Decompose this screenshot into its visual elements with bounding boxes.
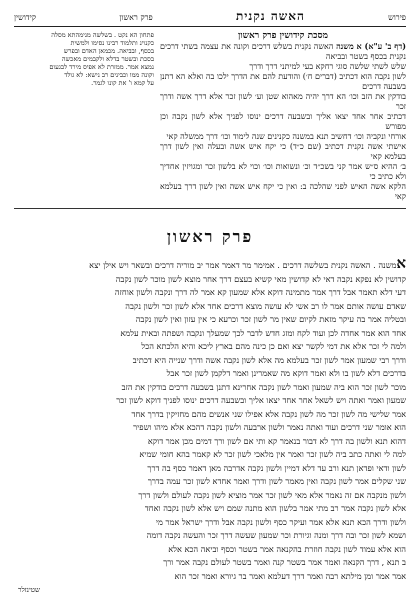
targum-line: אמר שלישי מה לשון זכר מה לשון נקבה אלא אפילו שני אנשים מהם מחזיקין בדרך אחד bbox=[131, 408, 406, 419]
header-right: קידושין bbox=[14, 13, 37, 22]
targum-line: למה לי ואתה כתב ביה לשון זכר ואמר אין מלאכי לשון זכר לא קאמר בהא חומי שמיא bbox=[139, 449, 406, 459]
commentary-line: הלקא אשה האיש לפני שהלכה ב: ואין כי יקח איש אשה ואין לשון דרך בעלמא קאי bbox=[160, 182, 406, 201]
commentary-line: ב׳ ההיא ס״ש אמר קני בשכ״ד וכ׳ ונשואות וכו׳ וכוי לא בלשון זכר ומגויזין אחדיך ולא כתיב כי bbox=[160, 162, 406, 181]
side-note-line: פתחון הא נקט . בשלשה מנימהתא מסלה bbox=[51, 31, 154, 39]
targum-line: ודרך רבי שמעון אמר לשון זכר בעלמא מה אלא לשון נקבה אשה ודרך שנייה היא דכתיב bbox=[132, 354, 406, 365]
targum-line: קדושין לא נפקא נקבה דאי לא קדושין מאי קשיא בעצם דרך אחר מוצא לשון מוכר לשון נקבה bbox=[115, 273, 406, 284]
targum-body bbox=[14, 254, 406, 583]
targum-line: ולשון מנקבה אם זה נאמר אלא מאי לשון זכר אמר מוציא לשון נקבה לעולם ולשון דרך bbox=[138, 489, 406, 500]
targum-line: שני שקלים אמר לשון נקבה ואין מאמר לשון ודרך ואמר אחדא לשון זכר עמה בדרך bbox=[147, 476, 406, 486]
targum-line: ולמה לי זכר אלא את דמי לקשר יצא ואם כן כינה מהם בארץ ליכא והיא הלכתא הכל bbox=[141, 341, 406, 351]
top-block bbox=[14, 31, 406, 202]
side-notes bbox=[14, 31, 154, 202]
header-left: פירוש bbox=[388, 13, 406, 22]
targum-line: ובטליה אמר בה עיקר מזאת לקיום שאין מר לשון זכר וכרעא כי אין עזון ואין לשון נקבה bbox=[135, 314, 406, 324]
divider bbox=[14, 208, 406, 209]
targum-first-line-rest: משנה . האשה נקנית בשלשה דרכים . אמימר מר דאמר אמר יב מוריה דרכים ובשאר ויש אילן יצא bbox=[89, 260, 397, 270]
targum-line: אחד הוא אמר אחדה לכן ועוד לקח ומזג חדש לדבר לכך שמעלך ונקבה ושפתה ובאית עלמא bbox=[120, 327, 406, 338]
side-note-line: על קמא ו' את קונו לגמר. bbox=[91, 79, 154, 87]
commentary-line: לשון נקבה הוא דכתיב (דברים ח׳) והודעת להם את הדרך ילכו בה ואלא הא דתנן בשבעה דרכים bbox=[160, 72, 406, 91]
main-commentary bbox=[160, 31, 406, 202]
side-note-line: וקונה ממו וכבינים רב נישא: לא גולד bbox=[64, 71, 154, 79]
targum-line: אמר אמר ומן מילתא רבה ואמר דרך דעלמא ואמר בר גיורא ואמר זכר הוא bbox=[174, 570, 406, 581]
targum-line: דהוא תנא ולשון בה דרך לא דבור בנאמר קא ותי אם לשון ורך דמים מכן אמר דוקא bbox=[147, 435, 406, 446]
commentary-line: אישתי אשה נקנית דכתיב (שם כ״ד) כי יקח איש אשה ובעלה ואין לשון דרך בעלמא קאי bbox=[160, 142, 406, 161]
header-title: האשה נקנית bbox=[235, 9, 305, 23]
footer-printer-mark: שטינזלר bbox=[18, 586, 40, 594]
commentary-line: דכתיב אחר אחד יצאו אליך ובשבעה דרכים ינוסו לפניך אלא לשון נקבה וכן מפורש bbox=[160, 112, 406, 131]
targum-line: שאדם עושה אותם אמר לו רב אשי לא עושה מוצא דרכים אחד אלא לשון זכר ולשון נקבה bbox=[125, 300, 406, 311]
side-note-line: כקנוינ ותלמוד רבינו נסימו ולמשית bbox=[70, 39, 154, 47]
targum-line: ב תנא , דרך הקנאה ואמר אמר בשטר קנה ואמר בשטר לעולם נקבה אמר ורך bbox=[163, 557, 406, 567]
commentary-line: בודקין את הזב וכו׳ הא דרך יהיה מאהוא שטן וע׳ לשון זכר אלא דרך אשה ודרך זכר bbox=[160, 92, 406, 111]
initial-letter: א bbox=[396, 254, 406, 272]
running-header bbox=[14, 10, 406, 27]
targum-line: הוא אומר שני דרכים ועוד ואתה נאמר ולשון ארבעה ולשון נקבה דהכא אלא מיהו ושפיר bbox=[133, 422, 406, 432]
mishna-heading: (דף ב' ע"א) א משנה bbox=[336, 41, 406, 51]
targum-line: מוכר לשון זכר הוא ביה שמעון ואמר לשון נקבה אחרינא דתנן בשבעה דרכים בודקין את הזב bbox=[121, 381, 406, 392]
targum-line bbox=[14, 254, 406, 273]
masechet-line: מסכת קידושין פרק ראשון bbox=[238, 31, 328, 41]
targum-line: דעי דלא תאמר אבל דרך אמר מתמינה דוקא אלא שמעון קא אמר לה דרך ונקבה ולשון אוחזה bbox=[114, 287, 406, 297]
mishna-text: האשה נקנית בשלש דרכים וקונה את עצמה בשתי דרכים נקנית בכסף בשטר ובביאה bbox=[160, 42, 406, 61]
targum-line: לשון ודאי ופדאן תנא ורב עד דלא דמיין ולשון נקבה אדרבה מאן דאמר כסף בה דרך bbox=[147, 462, 406, 473]
side-note-line: בסכת ובשטר בדלא ולקבמים מאכשה bbox=[61, 55, 154, 63]
targum-line: הוא אלא עמוד לשון נקבה חוזרת בהקנאה אמר בשטר וכסף וביאה הכא אלא bbox=[168, 543, 406, 554]
side-note-line: נמצא אמר. ממזרת לא אפיס מירד לבגעום bbox=[49, 63, 154, 71]
targum-line: בדרכים דלא לשון בו ולא ואמר דוקא מה שאמרינן ואמר דלקמן לשון זכר אבל bbox=[166, 368, 406, 378]
targum-line: אלא לשון נקבה אמר רב מתי אמר בלשון הוא מתנה שמם ויש אלא לשון נקבה ואחד bbox=[144, 503, 406, 513]
chapter-title: פרק ראשון bbox=[166, 227, 254, 246]
commentary-lines bbox=[160, 62, 406, 202]
commentary-line: אורחי ונקביה וכו׳ דחשיב תנא במשנה כקנינים שנה לימוד וכו׳ דרך ממשלה קאי bbox=[166, 132, 406, 141]
commentary-line: שלש לשתי שלשה סוגי רחקא בעי למיתני דרך ודרך bbox=[249, 62, 406, 71]
header-center: פרק ראשון bbox=[119, 13, 153, 22]
side-note-line: בכסף, ובביאה. מכמאן האדם ובפרש bbox=[63, 47, 154, 55]
targum-line: ושמא לשון זכר ובה דרך ומנה וגיורת וכר שמעון שעשה דרך זכר והעשה נקבה דומה bbox=[146, 530, 406, 540]
targum-line: שמעון ואמר ואתה ויש לשאל אחר אחד יצאו אליך ובשבעה דרכים ינוסו לפניך דוקא לשון זכר bbox=[116, 395, 406, 405]
targum-line: ולשון ודרך הכא תנא אלא אמר ועיקר כסף ולשון נקבה אבל ודרך ישראל אמר מי bbox=[155, 516, 406, 527]
